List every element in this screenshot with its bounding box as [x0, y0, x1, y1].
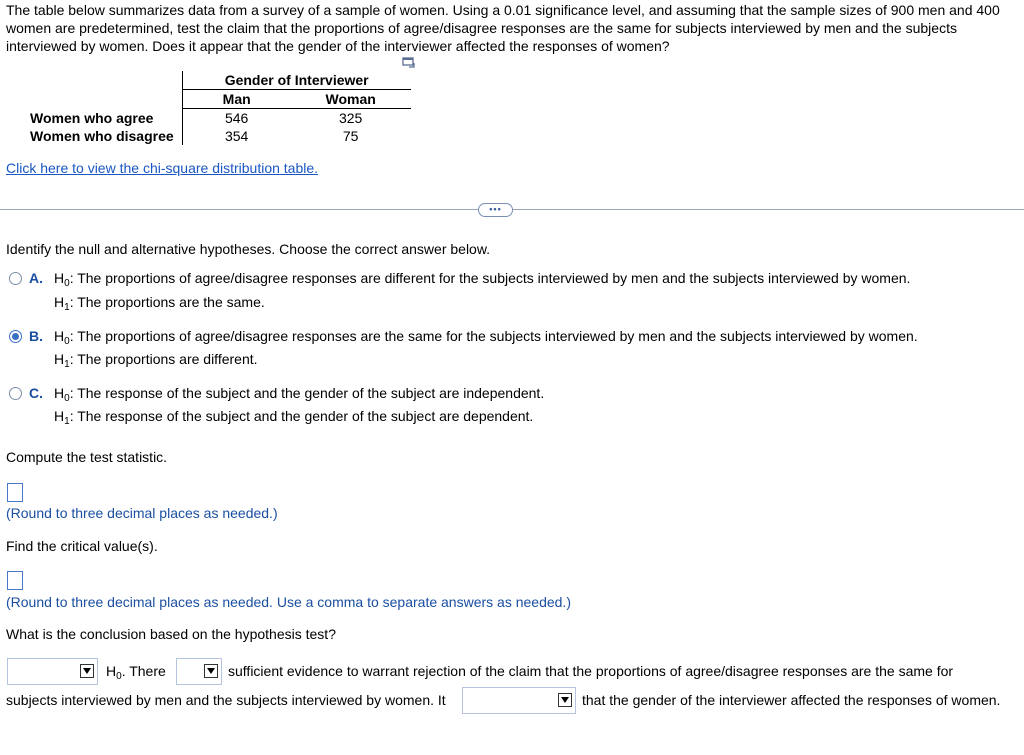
- option-b-radio[interactable]: [9, 330, 22, 343]
- table-cell: 546: [224, 110, 249, 126]
- chi-square-table-link[interactable]: Click here to view the chi-square distribution table.: [6, 160, 319, 176]
- problem-intro: The table below summarizes data from a survey of a sample of women. Using a 0.01 significance level, and assuming that the sample sizes of 900 men and 400 women are predetermined, test the claim that the proportions of agree/disagree responses are the same for subjects interviewed by men and the subjects interviewed by women. Does it appear that the gender of the interviewer affected the responses of women?: [6, 2, 1000, 54]
- option-b-letter: B.: [29, 328, 43, 344]
- show-more-button[interactable]: •••: [478, 203, 513, 217]
- table-group-header: Gender of Interviewer: [182, 71, 411, 90]
- conclusion-text-1: $H_0$. There: [106, 663, 166, 682]
- conclusion-text-3: subjects interviewed by men and the subjects interviewed by women. It: [6, 692, 446, 708]
- option-a-letter: A.: [29, 270, 43, 286]
- table-cell: 75: [342, 128, 359, 144]
- conclusion-text-4: that the gender of the interviewer affected the responses of women.: [582, 692, 1001, 708]
- critical-value-input[interactable]: [7, 571, 23, 590]
- option-c-h0: $H_0$: The response of the subject and the gender of the subject are independent.: [54, 385, 545, 404]
- option-b-h1: $H_1$: The proportions are different.: [54, 351, 258, 370]
- critical-value-prompt: Find the critical value(s).: [6, 538, 158, 554]
- popup-window-icon[interactable]: [402, 57, 416, 69]
- dropdown-arrow-icon: [204, 664, 218, 678]
- column-header-man: Man: [182, 90, 291, 109]
- dropdown-arrow-icon: [80, 664, 94, 678]
- option-a-h0: $H_0$: The proportions of agree/disagree responses are different for the subjects interviewed by men and the subjects interviewed by women.: [54, 270, 911, 289]
- conclusion-prompt: What is the conclusion based on the hypothesis test?: [6, 626, 336, 642]
- option-c-letter: C.: [29, 385, 43, 401]
- test-statistic-prompt: Compute the test statistic.: [6, 449, 168, 465]
- reject-decision-dropdown[interactable]: [7, 658, 98, 685]
- row-label: Women who disagree: [26, 127, 182, 145]
- table-cell: 354: [224, 128, 249, 144]
- option-b-h0: $H_0$: The proportions of agree/disagree responses are the same for the subjects interviewed by men and the subjects interviewed by women.: [54, 328, 918, 347]
- evidence-dropdown[interactable]: [176, 658, 222, 685]
- option-c-radio[interactable]: [9, 387, 22, 400]
- table-row: [26, 127, 411, 145]
- test-statistic-input[interactable]: [7, 483, 23, 502]
- option-c-h1: $H_1$: The response of the subject and the gender of the subject are dependent.: [54, 408, 534, 427]
- row-label: Women who agree: [26, 109, 182, 128]
- conclusion-text-2: sufficient evidence to warrant rejection of the claim that the proportions of agree/disagree responses are the same for: [228, 663, 954, 679]
- survey-data-table: [26, 71, 411, 145]
- test-statistic-note: (Round to three decimal places as needed.): [6, 505, 278, 521]
- table-cell: 325: [338, 110, 363, 126]
- table-row: [26, 109, 411, 128]
- column-header-woman: Woman: [291, 90, 411, 109]
- dropdown-arrow-icon: [558, 693, 572, 707]
- question-hypotheses-prompt: Identify the null and alternative hypotheses. Choose the correct answer below.: [6, 241, 491, 257]
- interviewer-effect-dropdown[interactable]: [462, 687, 576, 714]
- critical-value-note: (Round to three decimal places as needed. Use a comma to separate answers as needed.): [6, 594, 571, 610]
- option-a-h1: $H_1$: The proportions are the same.: [54, 294, 265, 313]
- option-a-radio[interactable]: [9, 272, 22, 285]
